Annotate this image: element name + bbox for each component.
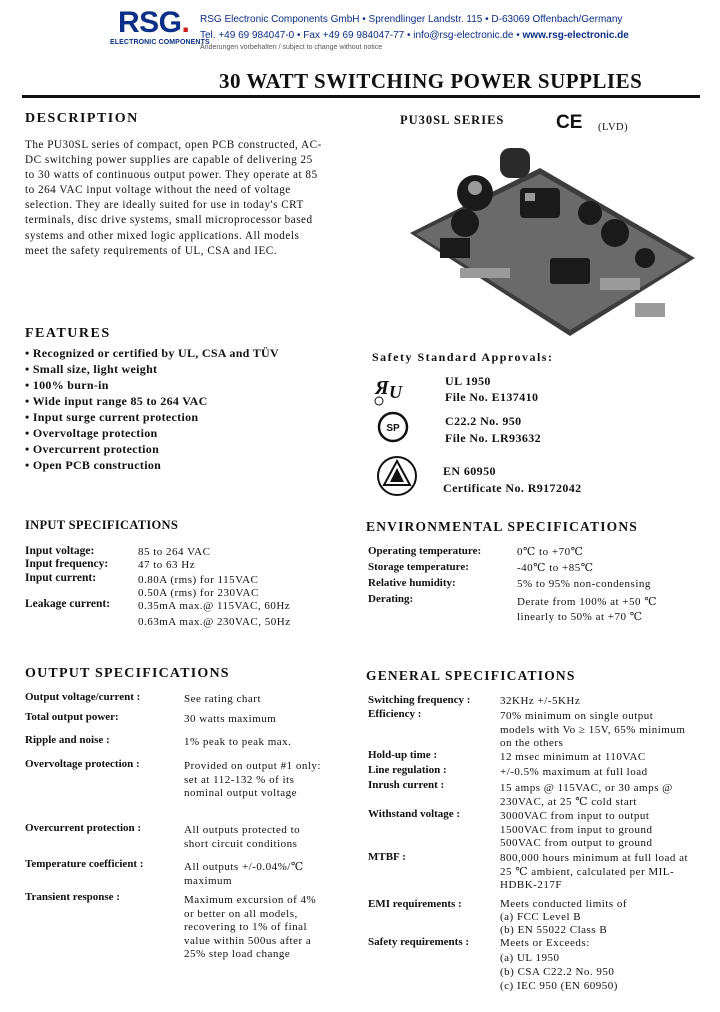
leakage-current-value-2: 0.63mA max.@ 230VAC, 50Hz bbox=[138, 616, 291, 628]
emi-value-3: (b) EN 55022 Class B bbox=[500, 924, 608, 936]
change-notice: Änderungen vorbehalten / subject to change without notice bbox=[200, 44, 383, 51]
approvals-heading: Safety Standard Approvals: bbox=[372, 350, 554, 364]
line-regulation-value: +/-0.5% maximum at full load bbox=[500, 766, 648, 778]
list-item: • Input surge current protection bbox=[25, 409, 279, 425]
csa-file-no: File No. LR93632 bbox=[445, 431, 542, 445]
list-item: • Overvoltage protection bbox=[25, 425, 279, 441]
ul-recognized-icon bbox=[372, 374, 406, 406]
derating-value-1: Derate from 100% at +50 ℃ bbox=[517, 596, 658, 608]
total-power-label: Total output power: bbox=[25, 711, 119, 723]
contact-line: Tel. +49 69 984047-0 • Fax +49 69 984047-77 • info@rsg-electronic.de • www.rsg-electronic.de bbox=[200, 30, 629, 41]
safety-req-value-4: (c) IEC 950 (EN 60950) bbox=[500, 980, 618, 992]
list-item: • Wide input range 85 to 264 VAC bbox=[25, 393, 279, 409]
mtbf-value: 800,000 hours minimum at full load at 25 ℃ ambient, calculated per MIL-HDBK-217F bbox=[500, 852, 689, 892]
switching-frequency-value: 32KHz +/-5KHz bbox=[500, 695, 581, 707]
transient-label: Transient response : bbox=[25, 891, 120, 903]
company-logo: RSG. bbox=[118, 6, 190, 39]
holdup-time-value: 12 msec minimum at 110VAC bbox=[500, 751, 646, 763]
general-heading: GENERAL SPECIFICATIONS bbox=[366, 668, 576, 683]
overvoltage-label: Overvoltage protection : bbox=[25, 758, 140, 770]
input-frequency-label: Input frequency: bbox=[25, 558, 109, 570]
csa-standard: C22.2 No. 950 bbox=[445, 414, 522, 428]
input-frequency-value: 47 to 63 Hz bbox=[138, 559, 196, 571]
list-item: • Small size, light weight bbox=[25, 361, 279, 377]
logo-subtitle: ELECTRONIC COMPONENTS bbox=[110, 39, 210, 46]
tuv-icon bbox=[375, 455, 419, 497]
list-item: • 100% burn-in bbox=[25, 377, 279, 393]
website-link[interactable]: www.rsg-electronic.de bbox=[522, 30, 629, 41]
output-heading: OUTPUT SPECIFICATIONS bbox=[25, 666, 230, 681]
efficiency-label: Efficiency : bbox=[368, 708, 422, 720]
input-voltage-value: 85 to 264 VAC bbox=[138, 546, 211, 558]
safety-req-value-3: (b) CSA C22.2 No. 950 bbox=[500, 966, 615, 978]
input-heading: INPUT SPECIFICATIONS bbox=[25, 518, 179, 532]
ce-mark: CE bbox=[556, 112, 583, 133]
lvd-label: (LVD) bbox=[598, 122, 629, 133]
company-address: RSG Electronic Components GmbH • Sprendlinger Landstr. 115 • D-63069 Offenbach/Germany bbox=[200, 14, 623, 25]
operating-temp-label: Operating temperature: bbox=[368, 545, 482, 557]
storage-temp-label: Storage temperature: bbox=[368, 561, 469, 573]
product-photo bbox=[400, 138, 700, 338]
input-current-label: Input current: bbox=[25, 572, 97, 584]
total-power-value: 30 watts maximum bbox=[184, 713, 277, 725]
output-voltage-value: See rating chart bbox=[184, 693, 262, 705]
efficiency-value: 70% minimum on single output models with Vo ≥ 15V, 65% minimum on the others bbox=[500, 710, 686, 750]
description-heading: DESCRIPTION bbox=[25, 111, 139, 126]
svg-text:SP: SP bbox=[386, 423, 400, 434]
mtbf-label: MTBF : bbox=[368, 851, 406, 863]
environmental-heading: ENVIRONMENTAL SPECIFICATIONS bbox=[366, 519, 639, 534]
safety-req-value-1: Meets or Exceeds: bbox=[500, 937, 590, 949]
description-text: The PU30SL series of compact, open PCB constructed, AC-DC switching power supplies are capable of delivering 25 to 30 watts of continuous output power. They operate at 85 to 264 VAC input voltage without the need of voltage selection. They are ideally suited for use in today's CRT terminals, disc drive systems, small microprocessor based systems and other mixed logic applications. All models meet the safety requirements of UL, CSA and IEC. bbox=[25, 139, 322, 257]
ul-standard: UL 1950 bbox=[445, 374, 491, 388]
overvoltage-value: Provided on output #1 only: set at 112-132 % of its nominal output voltage bbox=[184, 760, 321, 800]
features-list bbox=[25, 345, 279, 473]
emi-value-1: Meets conducted limits of bbox=[500, 898, 628, 910]
derating-label: Derating: bbox=[368, 593, 414, 605]
tuv-standard: EN 60950 bbox=[443, 464, 496, 478]
temp-coefficient-value: All outputs +/-0.04%/℃ maximum bbox=[184, 861, 304, 887]
overcurrent-label: Overcurrent protection : bbox=[25, 822, 142, 834]
leakage-current-label: Leakage current: bbox=[25, 598, 111, 610]
input-current-value-1: 0.80A (rms) for 115VAC bbox=[138, 574, 259, 586]
features-heading: FEATURES bbox=[25, 326, 111, 341]
temp-coefficient-label: Temperature coefficient : bbox=[25, 858, 144, 870]
derating-value-2: linearly to 50% at +70 ℃ bbox=[517, 611, 643, 623]
humidity-label: Relative humidity: bbox=[368, 577, 456, 589]
operating-temp-value: 0℃ to +70℃ bbox=[517, 546, 584, 558]
inrush-current-value: 15 amps @ 115VAC, or 30 amps @ 230VAC, at 25 ℃ cold start bbox=[500, 782, 673, 808]
list-item: • Recognized or certified by UL, CSA and TÜV bbox=[25, 345, 279, 361]
series-name: PU30SL SERIES bbox=[400, 113, 505, 127]
input-current-value-2: 0.50A (rms) for 230VAC bbox=[138, 587, 259, 599]
safety-req-value-2: (a) UL 1950 bbox=[500, 952, 560, 964]
humidity-value: 5% to 95% non-condensing bbox=[517, 578, 651, 590]
transient-value: Maximum excursion of 4% or better on all models, recovering to 1% of final value within 500us after a 25% step load change bbox=[184, 894, 317, 961]
withstand-voltage-label: Withstand voltage : bbox=[368, 808, 461, 820]
list-item: • Overcurrent protection bbox=[25, 441, 279, 457]
input-voltage-label: Input voltage: bbox=[25, 545, 95, 557]
logo-dot: . bbox=[181, 6, 190, 39]
inrush-current-label: Inrush current : bbox=[368, 779, 445, 791]
overcurrent-value: All outputs protected to short circuit conditions bbox=[184, 824, 301, 850]
safety-req-label: Safety requirements : bbox=[368, 936, 470, 948]
withstand-voltage-value: 3000VAC from input to output 1500VAC from input to ground 500VAC from output to ground bbox=[500, 810, 653, 850]
title-divider bbox=[22, 95, 700, 98]
ul-file-no: File No. E137410 bbox=[445, 390, 539, 404]
csa-icon bbox=[377, 411, 409, 443]
line-regulation-label: Line regulation : bbox=[368, 764, 447, 776]
list-item: • Open PCB construction bbox=[25, 457, 279, 473]
switching-frequency-label: Switching frequency : bbox=[368, 694, 471, 706]
page-title: 30 WATT SWITCHING POWER SUPPLIES bbox=[219, 69, 643, 93]
leakage-current-value-1: 0.35mA max.@ 115VAC, 60Hz bbox=[138, 600, 291, 612]
holdup-time-label: Hold-up time : bbox=[368, 749, 438, 761]
emi-label: EMI requirements : bbox=[368, 898, 462, 910]
tuv-certificate: Certificate No. R9172042 bbox=[443, 481, 582, 495]
svg-text:Я: Я bbox=[375, 377, 389, 399]
output-voltage-label: Output voltage/current : bbox=[25, 691, 141, 703]
svg-text:U: U bbox=[389, 382, 402, 402]
ripple-noise-label: Ripple and noise : bbox=[25, 734, 110, 746]
emi-value-2: (a) FCC Level B bbox=[500, 911, 582, 923]
ripple-noise-value: 1% peak to peak max. bbox=[184, 736, 292, 748]
storage-temp-value: -40℃ to +85℃ bbox=[517, 562, 594, 574]
